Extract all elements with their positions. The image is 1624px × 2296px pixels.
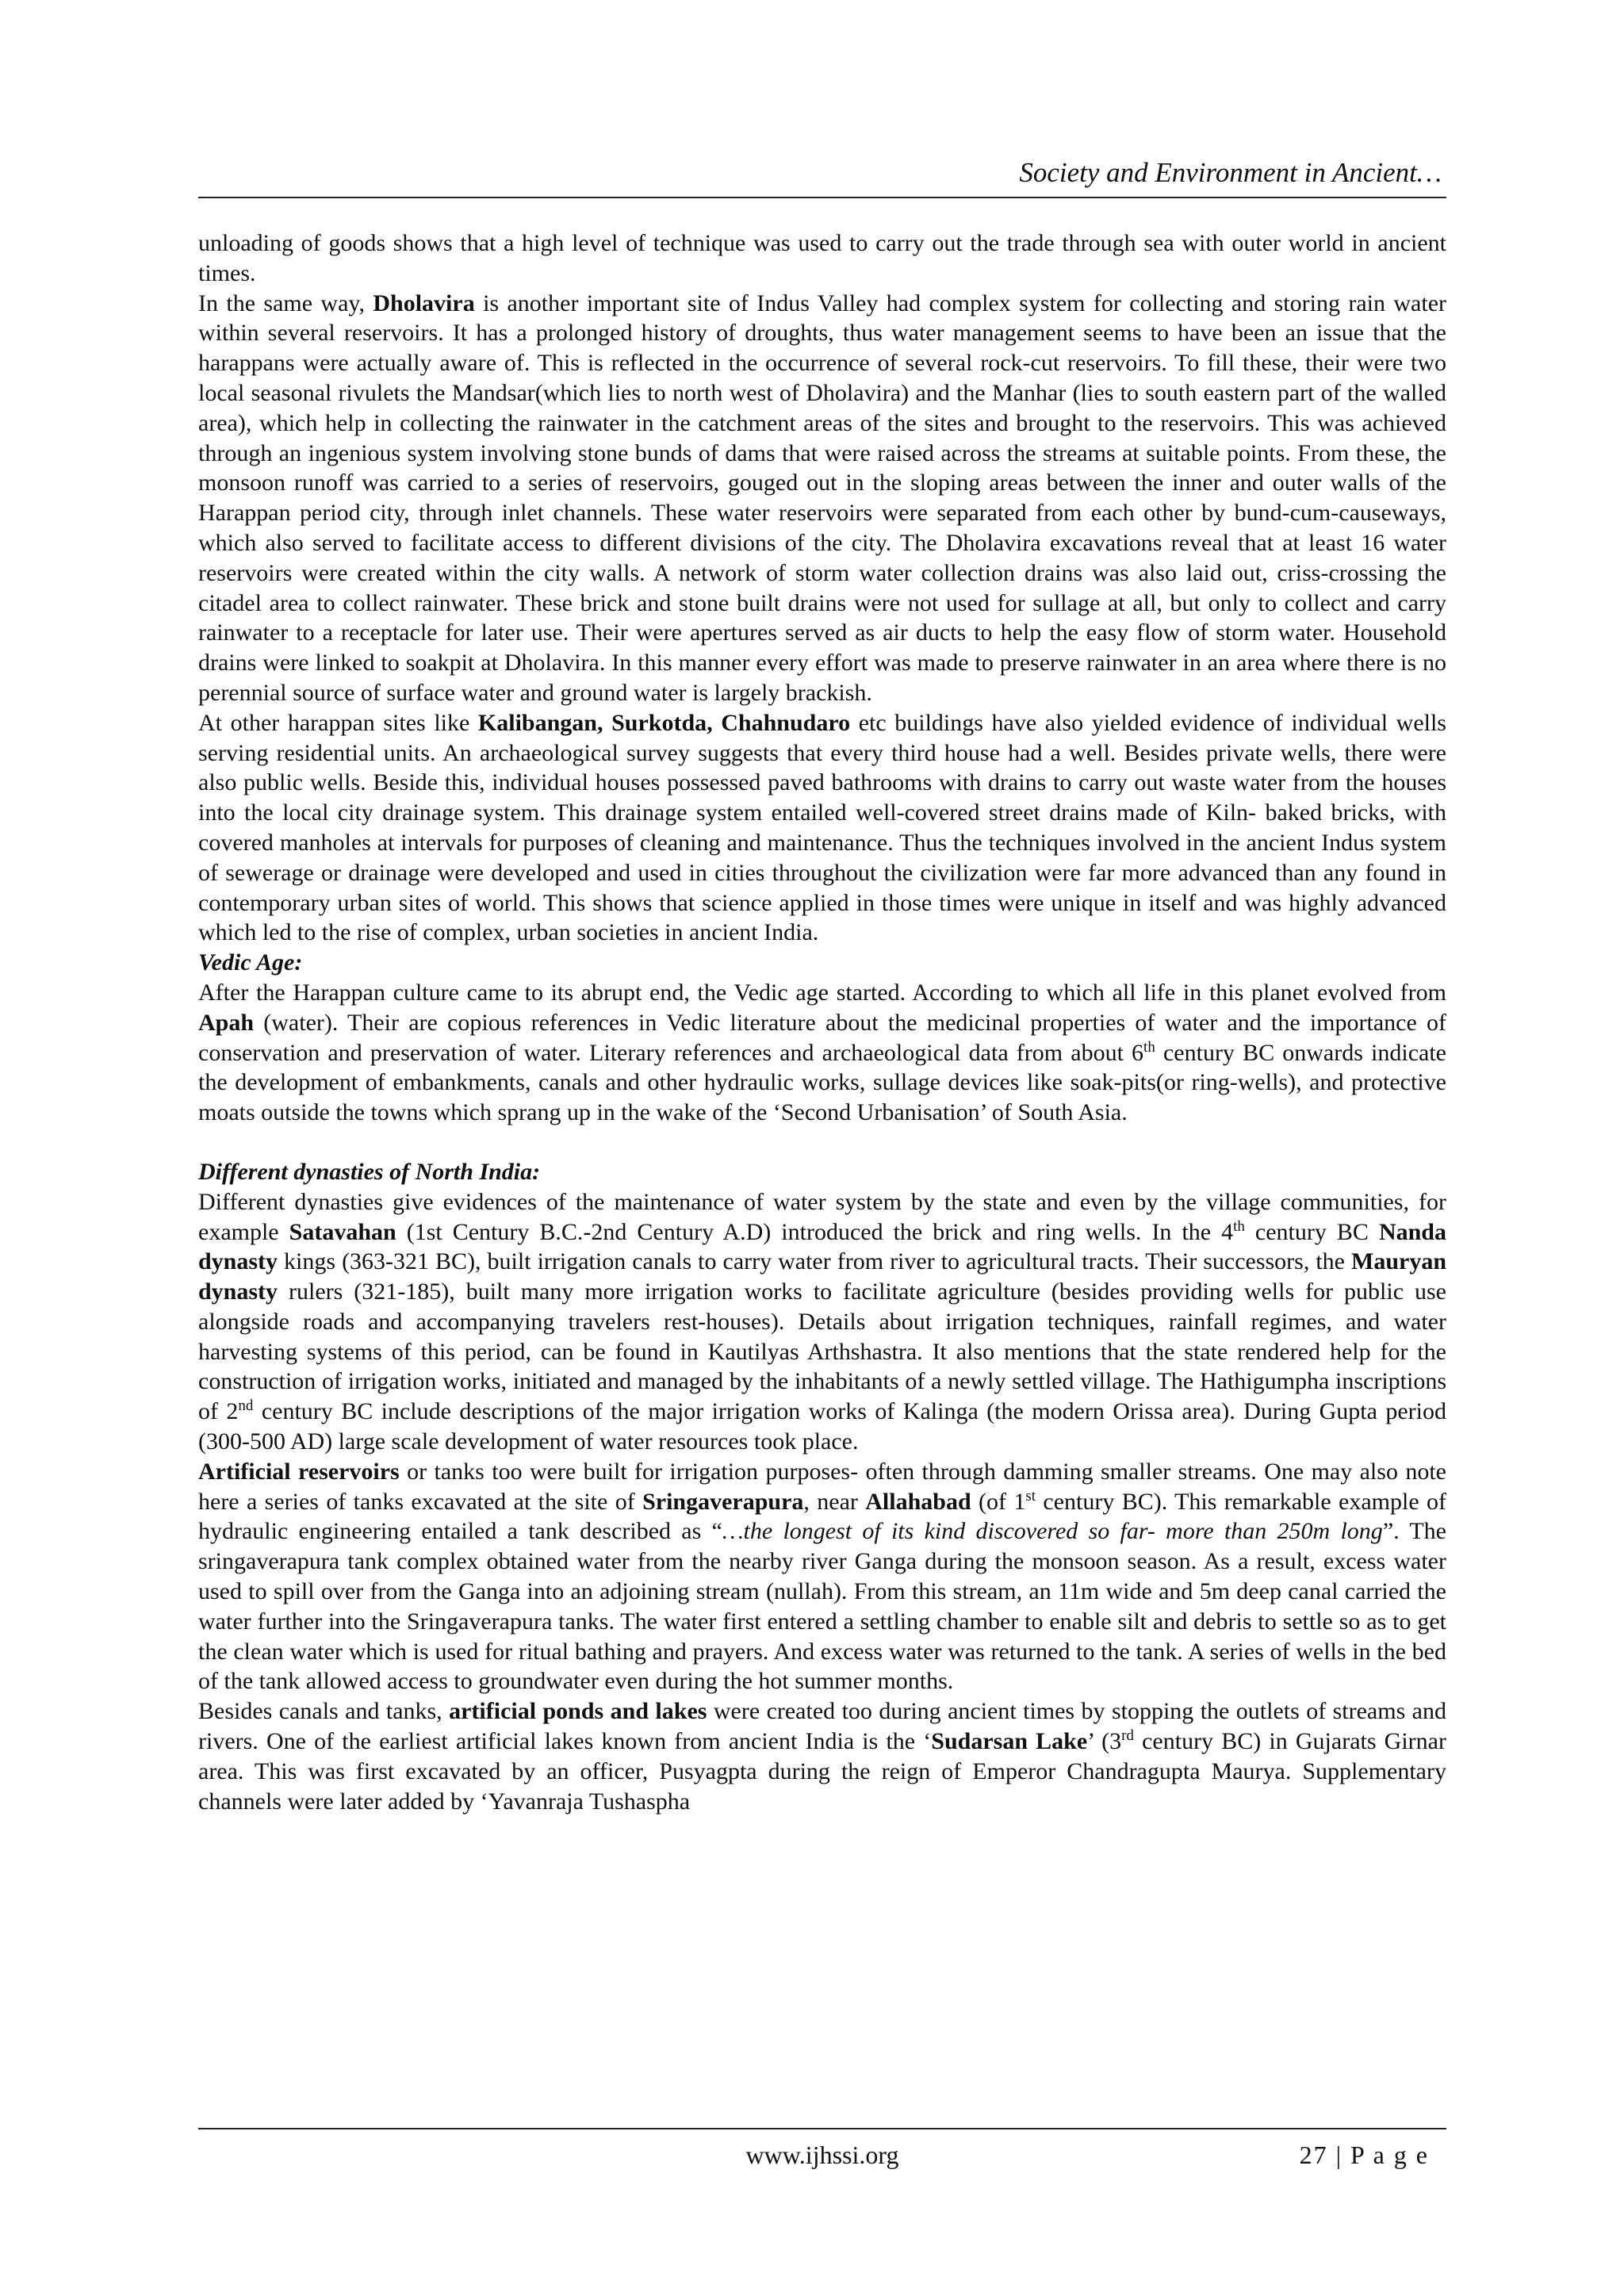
superscript: th [1143, 1038, 1155, 1056]
term-sringaverapura: Sringaverapura [642, 1488, 804, 1515]
page-number: 27 | P a g e [1299, 2141, 1429, 2169]
superscript: st [1025, 1487, 1036, 1504]
footer-row [198, 2134, 1446, 2172]
term-satavahan: Satavahan [289, 1218, 396, 1245]
term-allahabad: Allahabad [865, 1488, 971, 1515]
superscript: th [1233, 1217, 1245, 1235]
term-sudarsan-lake: Sudarsan Lake [931, 1728, 1088, 1755]
paragraph-gap [198, 1128, 1446, 1157]
superscript: rd [1121, 1727, 1134, 1745]
paragraph-vedic: After the Harappan culture came to its abrupt end, the Vedic age started. According to which all life in this planet evolved from Apah (water). Their are copious references in Vedic literature about the medicinal properties of water and the importance of conservation and preservation of water. Literary references and archaeological data from about 6th century BC onwards indicate the development of embankments, canals and other hydraulic works, sullage devices like soak-pits(or ring-wells), and protective moats outside the towns which sprang up in the wake of the ‘Second Urbanisation’ of South Asia. [198, 979, 1446, 1126]
term-artificial-reservoirs: Artificial reservoirs [198, 1458, 400, 1485]
article-body [198, 228, 1446, 1816]
paragraph-dynasties: Different dynasties give evidences of the maintenance of water system by the state and even by the village communities, for example Satavahan (1st Century B.C.-2nd Century A.D) introduced the brick and ring wells. In the 4th century BC Nanda dynasty kings (363-321 BC), built irrigation canals to carry water from river to agricultural tracts. Their successors, the Mauryan dynasty rulers (321-185), built many more irrigation works to facilitate agriculture (besides providing wells for public use alongside roads and accompanying travelers rest-houses). Details about irrigation techniques, rainfall regimes, and water harvesting systems of this period, can be found in Kautilyas Arthshastra. It also mentions that the state rendered help for the construction of irrigation works, initiated and managed by the inhabitants of a newly settled village. The Hathigumpha inscriptions of 2nd century BC include descriptions of the major irrigation works of Kalinga (the modern Orissa area). During Gupta period (300-500 AD) large scale development of water resources took place. [198, 1188, 1446, 1455]
section-heading-vedic-age: Vedic Age: [198, 949, 303, 976]
term-ponds-lakes: artificial ponds and lakes [449, 1698, 707, 1725]
page-footer [198, 2122, 1446, 2172]
quote: …the longest of its kind discovered so far- more than 250m long [722, 1518, 1383, 1545]
paragraph-lakes: Besides canals and tanks, artificial ponds and lakes were created too during ancient times by stopping the outlets of streams and rivers. One of the earliest artificial lakes known from ancient India is the ‘Sudarsan Lake’ (3rd century BC) in Gujarats Girnar area. This was first excavated by an officer, Pusyagpta during the reign of Emperor Chandragupta Maurya. Supplementary channels were later added by ‘Yavanraja Tushaspha [198, 1698, 1446, 1815]
journal-url: www.ijhssi.org [745, 2141, 899, 2169]
footer-rule [198, 2128, 1446, 2129]
term-dholavira: Dholavira [373, 289, 475, 316]
paragraph-dholavira: In the same way, Dholavira is another important site of Indus Valley had complex system for collecting and storing rain water within several reservoirs. It has a prolonged history of droughts, thus water management seems to have been an issue that the harappans were actually aware of. This is reflected in the occurrence of several rock-cut reservoirs. To fill these, their were two local seasonal rivulets the Mandsar(which lies to north west of Dholavira) and the Manhar (lies to south eastern part of the walled area), which help in collecting the rainwater in the catchment areas of the sites and brought to the reservoirs. This was achieved through an ingenious system involving stone bunds of dams that were raised across the streams at suitable points. From these, the monsoon runoff was carried to a series of reservoirs, gouged out in the sloping areas between the inner and outer walls of the Harappan period city, through inlet channels. These water reservoirs were separated from each other by bund-cum-causeways, which also served to facilitate access to different divisions of the city. The Dholavira excavations reveal that at least 16 water reservoirs were created within the city walls. A network of storm water collection drains was also laid out, criss-crossing the citadel area to collect rainwater. These brick and stone built drains were not used for sullage at all, but only to collect and carry rainwater to a receptacle for later use. Their were apertures served as air ducts to help the easy flow of storm water. Household drains were linked to soakpit at Dholavira. In this manner every effort was made to preserve rainwater in an area where there is no perennial source of surface water and ground water is largely brackish. [198, 289, 1446, 706]
term-apah: Apah [198, 1009, 255, 1036]
term-nanda: Nanda dynasty [198, 1218, 1446, 1275]
paragraph-harappan-sites: At other harappan sites like Kalibangan, Surkotda, Chahnudaro etc buildings have also yielded evidence of individual wells serving residential units. An archaeological survey suggests that every third house had a well. Besides private wells, there were also public wells. Beside this, individual houses possessed paved bathrooms with drains to carry out waste water from the houses into the local city drainage system. This drainage system entailed well-covered street drains made of Kiln- baked bricks, with covered manholes at intervals for purposes of cleaning and maintenance. Thus the techniques involved in the ancient Indus system of sewerage or drainage were developed and used in cities throughout the civilization were far more advanced than any found in contemporary urban sites of world. This shows that science applied in those times were unique in itself and was highly advanced which led to the rise of complex, urban societies in ancient India. [198, 709, 1446, 946]
paragraph-trade: unloading of goods shows that a high level of technique was used to carry out the trade through sea with outer world in ancient times. [198, 230, 1446, 286]
running-title: Society and Environment in Ancient… [1019, 157, 1442, 188]
term-sites: Kalibangan, Surkotda, Chahnudaro [477, 709, 851, 736]
section-heading-dynasties: Different dynasties of North India: [198, 1158, 541, 1185]
page-header [198, 155, 1446, 198]
term-mauryan: Mauryan dynasty [198, 1248, 1446, 1305]
paragraph-reservoirs: Artificial reservoirs or tanks too were built for irrigation purposes- often through damming smaller streams. One may also note here a series of tanks excavated at the site of Sringaverapura, near Allahabad (of 1st century BC). This remarkable example of hydraulic engineering entailed a tank described as “…the longest of its kind discovered so far- more than 250m long”. The sringaverapura tank complex obtained water from the nearby river Ganga during the monsoon season. As a result, excess water used to spill over from the Ganga into an adjoining stream (nullah). From this stream, an 11m wide and 5m deep canal carried the water further into the Sringaverapura tanks. The water first entered a settling chamber to enable silt and debris to settle so as to get the clean water which is used for ritual bathing and prayers. And excess water was returned to the tank. A series of wells in the bed of the tank allowed access to groundwater even during the hot summer months. [198, 1458, 1447, 1695]
superscript: nd [238, 1397, 254, 1415]
header-rule [198, 197, 1446, 198]
